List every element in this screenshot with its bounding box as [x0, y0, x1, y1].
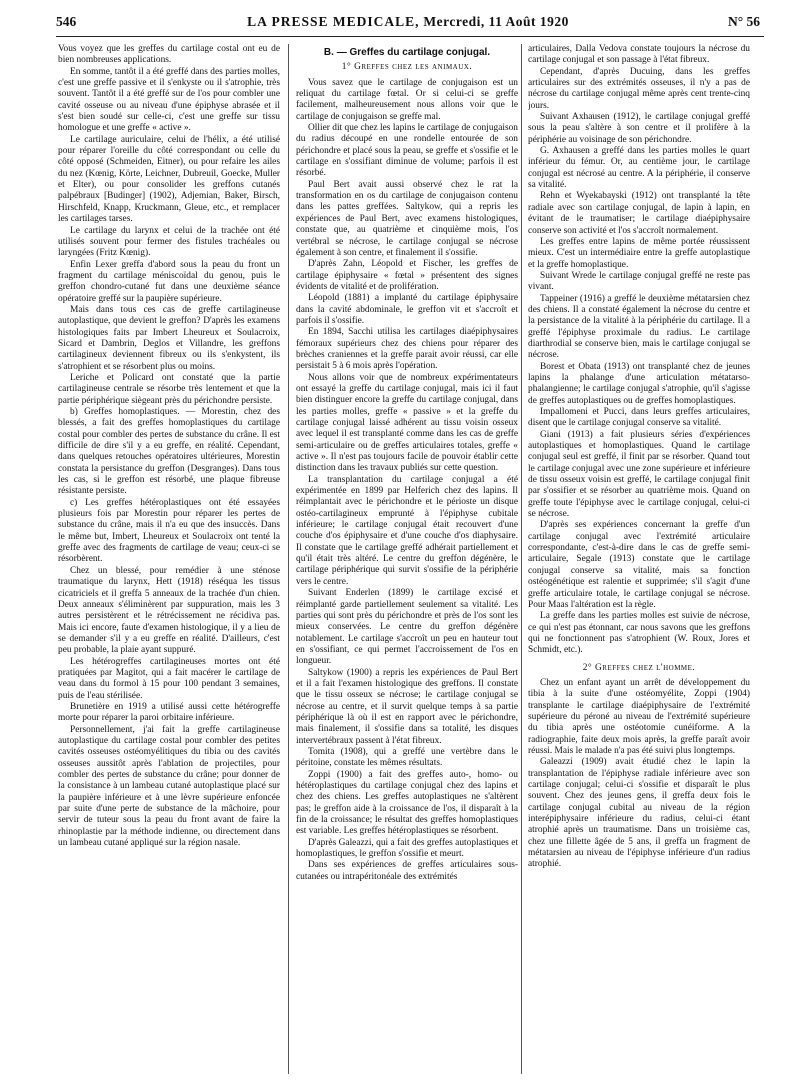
paragraph: D'après Zahn, Léopold et Fischer, les greffes de cartilage épiphysaire « fœtal » présentent des signes évidents de vitalité et de prolifération.	[296, 259, 518, 292]
paragraph: Cependant, d'après Ducuing, dans les greffes articulaires sur des extrémités osseuses, il n'y a pas de nécrose du cartilage conjugal même après cent trente-cinq jours.	[528, 66, 750, 111]
paragraph: Enfin Lexer greffa d'abord sous la peau du front un fragment du cartilage méniscoïdal du genou, puis le greffon chondro-cutané fut dans une deuxième séance opératoire greffé sur la paupière supérieure.	[58, 259, 280, 304]
paragraph: Tappeiner (1916) a greffé le deuxième métatarsien chez des chiens. Il a constaté également la nécrose du centre et la persistance de la vitalité à la périphérie du cartilage. Il a greffé l'épiphyse proximale du radius. Le cartilage diarthrodial se conserve bien, mais le cartilage conjugal se nécrose.	[528, 293, 750, 361]
paragraph: D'après ses expériences concernant la greffe d'un cartilage conjugal avec l'extrémité articulaire correspondante, c'est-à-dire dans le cas de greffe semi-articulaire, Segale (1913) constate que le cartilage conjugal conserve sa vitalité, mais sa fonction ostéogénétique est ralentie et supprimée; s'il s'agit d'une greffe articulaire totale, le cartilage conjugal se nécrose. Pour Maas l'altération est la règle.	[528, 520, 750, 610]
issue-number: N° 56	[727, 14, 760, 29]
paragraph: Dans ses expériences de greffes articulaires sous-cutanées ou intrapéritonéale des extrémités	[296, 860, 518, 882]
paragraph: Zoppi (1900) a fait des greffes auto-, homo- ou hétéroplastiques du cartilage conjugal chez des lapins et chez des chiens. Les greffes autoplastiques ne s'altèrent pas; le greffon aide à la croissance de l'os, il disparaît à la fin de la croissance; le résultat des greffes homoplastiques est variable. Les greffes hétéroplastiques se résorbent.	[296, 769, 518, 837]
paragraph: Chez un enfant ayant un arrêt de développement du tibia à la suite d'une ostéomyélite, Zoppi (1904) transplante le cartilage diaépiphysaire de l'extrémité supérieure du péroné au niveau de l'extrémité supérieure du tibia après une ostéotomie cunéiforme. A la radiographie, faite deux mois après, la greffe paraît avoir réussi. Mais le malade n'a pas été suivi plus longtemps.	[528, 677, 750, 756]
paragraph: Chez un blessé, pour remédier à une sténose traumatique du larynx, Hett (1918) réséqua les tissus cicatriciels et il greffa 5 anneaux de la trachée d'un chien. Deux anneaux s'éliminèrent par suppuration, mais les 3 autres persistèrent et le rétrécissement ne récidiva pas. Mais ici encore, faute d'examen histologique, il y a lieu de se demander s'il y a eu greffe en réalité. D'ailleurs, c'est peu probable, la plaie ayant suppuré.	[58, 565, 280, 656]
paragraph: Les hétérogreffes cartilagineuses mortes ont été pratiquées par Magitot, qui a fait macérer le cartilage de veau dans du formol à 15 pour 100 pendant 3 semaines, puis de l'eau stérilisée.	[58, 656, 280, 701]
header-rule	[56, 36, 764, 37]
paragraph: Galeazzi (1909) avait étudié chez le lapin la transplantation de l'épiphyse radiale inférieure avec son cartilage conjugal; celui-ci s'ossifie et disparaît le plus souvent. Chez des jeunes gens, il greffa deux fois le cartilage conjugal cubital au niveau de la région interépiphysaire inférieure du radius, celui-ci étant atrophié après un traumatisme. Dans un troisième cas, chez une fillette âgée de 5 ans, il greffa un fragment de métatarsien au niveau de l'épiphyse inférieure d'un radius atrophié.	[528, 757, 750, 870]
paragraph: G. Axhausen a greffé dans les parties molles le quart inférieur du fémur. Or, au centième jour, le cartilage conjugal est nécrosé au centre. A la périphérie, il conserve sa vitalité.	[528, 146, 750, 191]
paragraph: Borest et Obata (1913) ont transplanté chez de jeunes lapins la phalange d'une articulation métatarso-phalangienne; le cartilage conjugal s'atrophie, qu'il s'agisse de greffes autoplastiques ou de greffes homoplastiques.	[528, 361, 750, 406]
paragraph: c) Les greffes hétéroplastiques ont été essayées plusieurs fois par Morestin pour réparer les pertes de substance du crâne, mais il n'a eu que des insuccès. Dans le même but, Imbert, Lheureux et Soulacroix ont tenté la greffe avec des fragments de cartilage de veau; ceux-ci se résorbèrent.	[58, 497, 280, 565]
paragraph: Rehn et Wyekabayski (1912) ont transplanté la tête radiale avec son cartilage conjugal, de lapin à lapin, en évitant de le traumatiser; le cartilage diaépiphysaire conserve son activité et l'os s'accroît normalement.	[528, 191, 750, 236]
page-number: 546	[56, 14, 77, 29]
paragraph: Vous savez que le cartilage de conjugaison est un reliquat du cartilage fœtal. Or si celui-ci se greffe facilement, malheureusement nous allons voir que le cartilage de conjugaison se greffe mal.	[296, 77, 518, 122]
paragraph: D'après Galeazzi, qui a fait des greffes autoplastiques et homoplastiques, le greffon s'ossifie et meurt.	[296, 837, 518, 860]
running-title	[56, 14, 760, 30]
paragraph: Leriche et Policard ont constaté que la partie cartilagineuse centrale se résorbe très lentement et que la partie périphérique siègeant près du périchondre persiste.	[58, 372, 280, 406]
paragraph: Ollier dit que chez les lapins le cartilage de conjugaison du radius découpé en une rondelle entourée de son périchondre et placé sous la peau, se greffe et s'ossifie et le cartilage en s'ossifiant diminue de volume; parfois il est résorbé.	[296, 123, 518, 179]
paragraph: articulaires, Dalla Vedova constate toujours la nécrose du cartilage conjugal et son passage à l'état fibreux.	[528, 44, 750, 66]
column-3	[528, 44, 750, 1076]
page-header	[56, 14, 760, 34]
column-2	[296, 44, 518, 1076]
paragraph: Giani (1913) a fait plusieurs séries d'expériences autoplastiques et homoplastiques. Quand le cartilage conjugal seul est greffé, il finit par se résorber. Quand tout le cartilage conjugal avec une zone supérieure et inférieure de tissu osseux voisin est greffé, le cartilage conjugal finit par s'ossifier et se résorber au quatrième mois. Quand on greffe toute l'épiphyse avec le cartilage conjugal, celui-ci se nécrose.	[528, 429, 750, 520]
paragraph: Personnellement, j'ai fait la greffe cartilagineuse autoplastique du cartilage costal pour combler des petites cavités osseuses ostéomyélitiques du tibia ou des cavités osseuses aussitôt après l'ablation de projectiles, pour combler des pertes de substance du crâne; pour donner de la consistance à un lambeau cutané autoplastique placé sur la paupière inférieure et à une lèvre supérieure enfoncée par suite d'une perte de substance de la mâchoire, pour servir de tuteur sous la peau du front avant de faire la rhinoplastie par la méthode indienne, ou directement dans un lambeau cutané appliqué sur la région nasale.	[58, 724, 280, 849]
paragraph: Suivant Wrede le cartilage conjugal greffé ne reste pas vivant.	[528, 270, 750, 293]
column-divider	[288, 44, 289, 1074]
paragraph: Paul Bert avait aussi observé chez le rat la transformation en os du cartilage de conjugaison contenu dans les pattes greffées. Saltykow, qui a repris les expériences de Paul Bert, avec examens histologiques, constate que, au quatrième et cinquième mois, l'os vertébral se nécrose, le cartilage conjugal se nécrose également à son centre, et finalement il s'ossifie.	[296, 179, 518, 258]
paragraph: Léopold (1881) a implanté du cartilage épiphysaire dans la cavité abdominale, le greffon vit et s'accroît et parfois il s'ossifie.	[296, 293, 518, 326]
paragraph: La transplantation du cartilage conjugal a été expérimentée en 1899 par Helferich chez des lapins. Il réimplantait avec le périchondre et le périoste un disque ostéo-cartilagineux emprunté à l'épiphyse cubitale inférieure; le cartilage conjugal était recouvert d'une couche d'os épiphysaire et d'une couche d'os diaphysaire. Il constate que le cartilage greffé adhérait partiellement et qu'il était très altéré. Le centre du greffon dégénère, le cartilage périphérique qui survit s'ossifie de la périphérie vers le centre.	[296, 474, 518, 587]
column-1	[58, 44, 280, 1076]
subsection-title: 2° Greffes chez l'homme.	[582, 662, 696, 673]
paragraph: Impallomeni et Pucci, dans leurs greffes articulaires, disent que le cartilage conjugal conserve sa vitalité.	[528, 407, 750, 429]
paragraph: Saltykow (1900) a repris les expériences de Paul Bert et il a fait l'examen histologique des greffons. Il constate que le tissu osseux se nécrose; le cartilage conjugal se nécrose au centre, et il survit quelque temps à sa partie périphérique là où il est en rapport avec le périchondre, mais finalement, il s'ossifie dans sa totalité, les disques intervertébraux passent à l'état fibreux.	[296, 667, 518, 746]
paragraph: b) Greffes homoplastiques. — Morestin, chez des blessés, a fait des greffes homoplastiques du cartilage costal pour combler des pertes de substance du crâne. Il est difficile de dire s'il y a eu greffe, en réalité. Cependant, dans quelques retouches opératoires ultérieures, Morestin constata la persistance du greffon (Desgranges). Dans tous les cas, si le greffon est résorbé, une plaque fibreuse résistante persiste.	[58, 407, 280, 497]
paragraph: Suivant Enderlen (1899) le cartilage excisé et réimplanté garde partiellement seulement sa vitalité. Les parties qui sont près du périchondre et près de l'os sont les mieux conservées. Le centre du greffon dégénère notablement. Le cartilage s'accroît un peu en hauteur tout en s'ossifiant, ce qui permet l'accroissement de l'os en longueur.	[296, 588, 518, 667]
paragraph: En somme, tantôt il a été greffé dans des parties molles, c'est une greffe passive et il s'enkyste ou il s'atrophie, très souvent. Tantôt il a été greffé sur de l'os pour combler une cavité osseuse ou au niveau d'une épiphyse abrasée et il s'est bien soudé sur celle-ci, c'est une greffe sur tissu homologue et une greffe « active ».	[58, 66, 280, 134]
paragraph: Nous allons voir que de nombreux expérimentateurs ont essayé la greffe du cartilage conjugal, mais ici il faut bien distinguer encore la greffe du cartilage conjugal, dans les parties molles, greffe « passive » et la greffe du cartilage conjugal laissé adhérent au tissu voisin osseux avec lequel il est transplanté comme dans les cas de greffe semi-articulaire ou de greffes articulaires totales, greffe « active ». Il n'est pas toujours facile de pouvoir établir cette distinction dans les travaux publiés sur cette question.	[296, 372, 518, 474]
column-divider	[521, 44, 522, 1074]
section-title: B. — Greffes du cartilage conjugal.	[323, 47, 491, 58]
paragraph: Vous voyez que les greffes du cartilage costal ont eu de bien nombreuses applications.	[58, 44, 280, 66]
journal-name: LA PRESSE MEDICALE,	[247, 14, 420, 29]
issue-date: Mercredi, 11 Août 1920	[423, 14, 569, 29]
paragraph: Suivant Axhausen (1912), le cartilage conjugal greffé sous la peau s'altère à son centre et il prolifère à la périphérie au voisinage de son périchondre.	[528, 112, 750, 145]
paragraph: En 1894, Sacchi utilisa les cartilages diaépiphysaires fémoraux supérieurs chez des chiens pour réparer des brèches craniennes et la greffe parait avoir réussi, car elle persistait 5 à 6 mois après l'opération.	[296, 327, 518, 372]
subsection-title: 1° Greffes chez les animaux.	[341, 62, 473, 73]
paragraph: Brunetière en 1919 a utilisé aussi cette hétérogreffe morte pour réparer la paroi orbitaire inférieure.	[58, 701, 280, 724]
paragraph: Le cartilage du larynx et celui de la trachée ont été utilisés souvent pour fermer des fistules trachéales ou laryngées (Fritz Kœnig).	[58, 225, 280, 259]
paragraph: Les greffes entre lapins de même portée réussissent mieux. C'est un intermédiaire entre la greffe autoplastique et la greffe homoplastique.	[528, 236, 750, 270]
paragraph: Tomita (1908), qui a greffé une vertèbre dans le péritoine, constate les mêmes résultats.	[296, 746, 518, 769]
paragraph: Mais dans tous ces cas de greffe cartilagineuse autoplastique, que devient le greffon? D'après les examens histologiques faits par Imbert Lheureux et Soulacroix, Sicard et Dambrin, Deglos et Villandre, les greffons cartilagineux deviennent fibreux ou ils s'enkystent, ils s'atrophient et se résorbent plus ou moins.	[58, 304, 280, 372]
paragraph: Le cartilage auriculaire, celui de l'hélix, a été utilisé pour réparer l'oreille du côté correspondant ou celle du côté opposé (Schmeiden, Eitner), ou pour refaire les ailes du nez (Kœnig, Körte, Leichner, Dubreuil, Goecke, Muller et Elter), ou pour consolider les greffons cutanés palpébraux [Budinger] (1902), Adjemian, Baker, Birsch, Hirschfeld, Knapp, Kruckmann, Gleue, etc., et remplacer les cartilages tarses.	[58, 134, 280, 225]
paragraph: La greffe dans les parties molles est suivie de nécrose, ce qui n'est pas étonnant, car nous savons que les greffons qui ne fonctionnent pas s'atrophient (W. Roux, Jores et Schmidt, etc.).	[528, 611, 750, 656]
